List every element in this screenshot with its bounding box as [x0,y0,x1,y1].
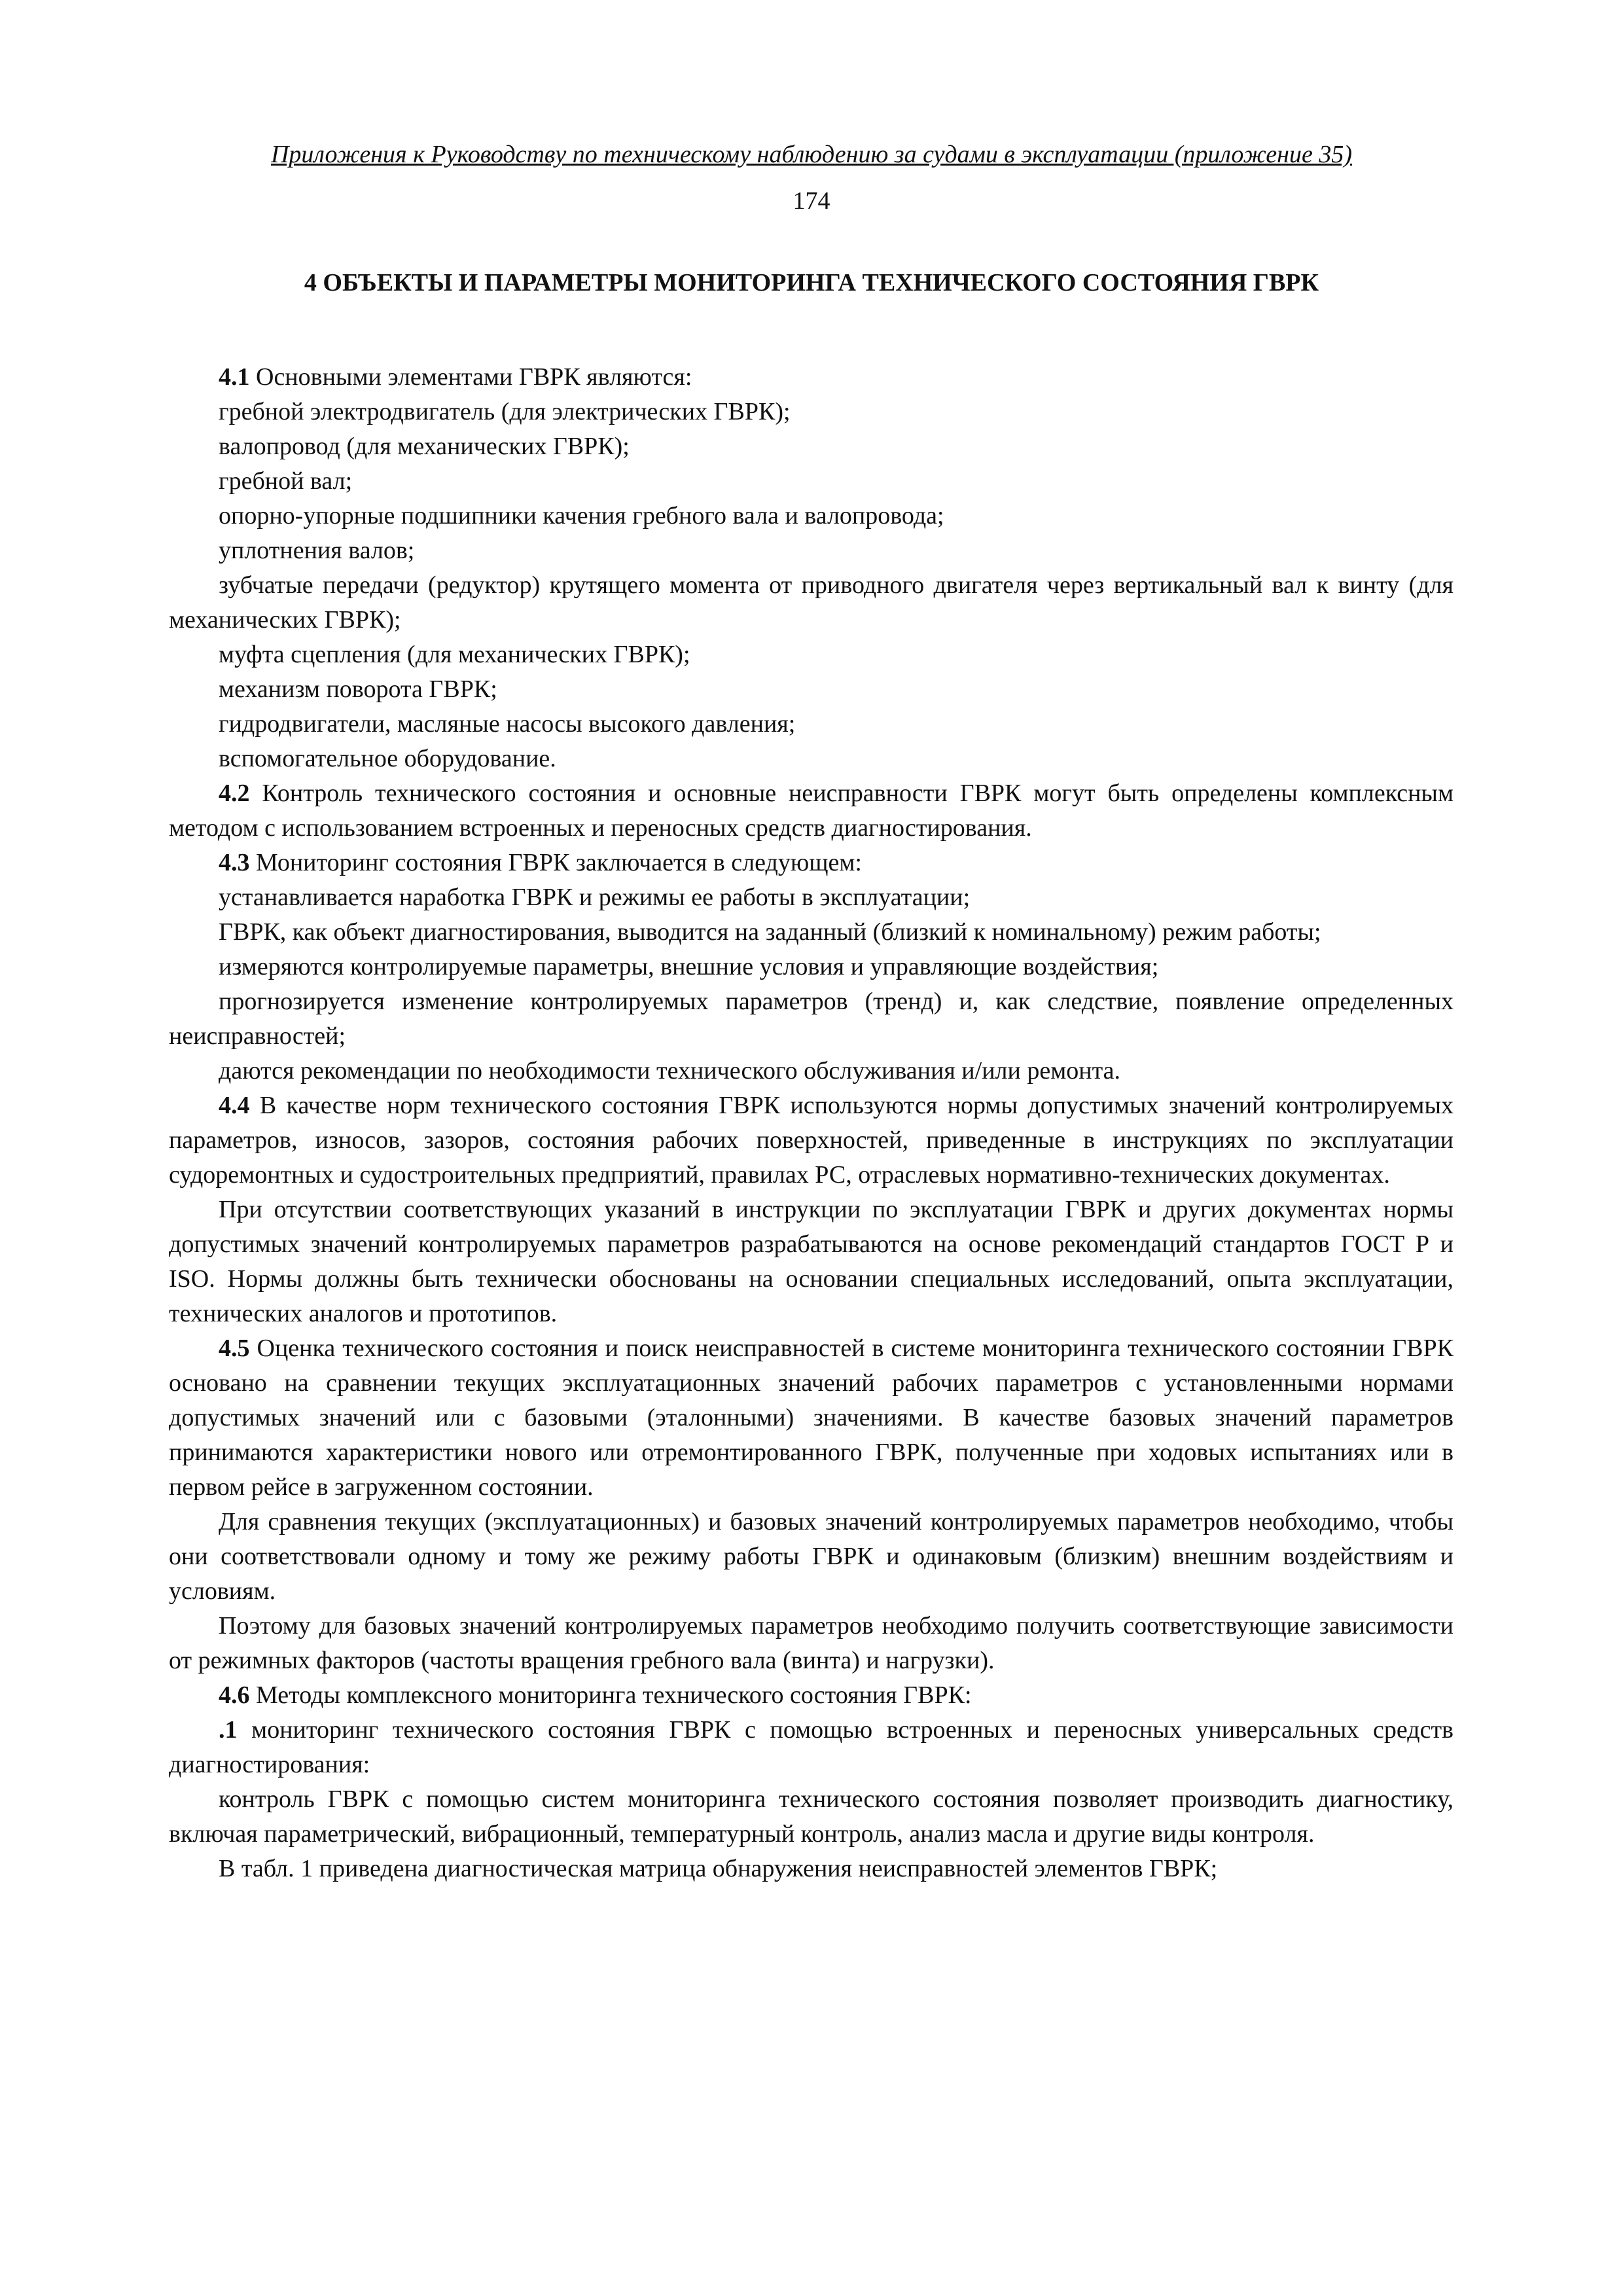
paragraph-text: Для сравнения текущих (эксплуатационных) и базовых значений контролируемых параметров необходимо, чтобы они соответствовали одному и тому же режиму работы ГВРК и одинаковым (близким) внешним воздействиям и условиям. [169,1508,1454,1605]
list-item [169,568,1454,637]
running-header: Приложения к Руководству по техническому наблюдению за судами в эксплуатации (приложение 35) [270,141,1353,168]
paragraph [169,1782,1454,1852]
paragraph [169,846,1454,880]
clause-number: 4.3 [219,849,250,876]
paragraph-text: Контроль технического состояния и основные неисправности ГВРК могут быть определены комплексным методом с использованием встроенных и переносных средств диагностирования. [169,780,1454,842]
list-item [169,429,1454,464]
list-item [169,464,1454,499]
list-item [169,637,1454,672]
paragraph [169,1193,1454,1331]
list-item [169,395,1454,429]
paragraph-text: зубчатые передачи (редуктор) крутящего момента от приводного двигателя через вертикальный вал к винту (для механических ГВРК); [169,571,1454,634]
paragraph-text: В табл. 1 приведена диагностическая матрица обнаружения неисправностей элементов ГВРК; [219,1855,1218,1882]
clause-number: 4.4 [219,1092,250,1119]
clause-number: 4.6 [219,1681,250,1709]
paragraph [169,1505,1454,1609]
paragraph-text: контроль ГВРК с помощью систем мониторинга технического состояния позволяет производить диагностику, включая параметрический, вибрационный, температурный контроль, анализ масла и другие виды контроля. [169,1785,1454,1848]
paragraph-text: устанавливается наработка ГВРК и режимы ее работы в эксплуатации; [219,884,971,911]
paragraph [169,1609,1454,1678]
list-item [169,707,1454,742]
clause-number: 4.2 [219,780,250,807]
clause-number: .1 [219,1716,238,1744]
paragraph-text: Мониторинг состояния ГВРК заключается в следующем: [249,849,862,876]
paragraph [169,1678,1454,1713]
paragraph-text: муфта сцепления (для механических ГВРК); [219,641,690,668]
paragraph-text: Оценка технического состояния и поиск неисправностей в системе мониторинга технического состоянии ГВРК основано на сравнении текущих эксплуатационных значений рабочих параметров с установленными нормами допустимых значений или с базовыми (эталонными) значениями. В качестве базовых значений параметров принимаются характеристики нового или отремонтированного ГВРК, полученные при ходовых испытаниях или в первом рейсе в загруженном состоянии. [169,1335,1454,1501]
paragraph [169,1852,1454,1886]
paragraph [169,1713,1454,1782]
paragraph-text: вспомогательное оборудование. [219,745,556,772]
paragraph-text: Методы комплексного мониторинга технического состояния ГВРК: [249,1681,972,1709]
paragraph-text: механизм поворота ГВРК; [219,675,497,703]
paragraph-text: Поэтому для базовых значений контролируемых параметров необходимо получить соответствующие зависимости от режимных факторов (частоты вращения гребного вала (винта) и нагрузки). [169,1612,1454,1674]
paragraph-text: уплотнения валов; [219,537,415,564]
paragraph-text: гребной вал; [219,467,353,495]
paragraph-text: даются рекомендации по необходимости технического обслуживания и/или ремонта. [219,1057,1121,1085]
paragraph [169,360,1454,395]
paragraph-text: валопровод (для механических ГВРК); [219,433,630,460]
list-item [169,672,1454,707]
paragraph-text: прогнозируется изменение контролируемых параметров (тренд) и, как следствие, появление определенных неисправностей; [169,988,1454,1050]
clause-number: 4.5 [219,1335,250,1362]
paragraph-text: ГВРК, как объект диагностирования, выводится на заданный (близкий к номинальному) режим работы; [219,918,1321,946]
paragraph-text: При отсутствии соответствующих указаний в инструкции по эксплуатации ГВРК и других документах нормы допустимых значений контролируемых параметров разрабатываются на основе рекомендаций стандартов ГОСТ Р и ISO. Нормы должны быть технически обоснованы на основании специальных исследований, опыта эксплуатации, технических аналогов и прототипов. [169,1196,1454,1327]
list-item [169,915,1454,950]
paragraph-text: гребной электродвигатель (для электрических ГВРК); [219,398,791,425]
paragraph-text: Основными элементами ГВРК являются: [249,363,692,391]
paragraph-text: опорно-упорные подшипники качения гребного вала и валопровода; [219,502,944,529]
page-number: 174 [793,187,830,215]
list-item [169,499,1454,533]
paragraph-text: измеряются контролируемые параметры, внешние условия и управляющие воздействия; [219,953,1159,980]
list-item [169,742,1454,776]
paragraph-text: гидродвигатели, масляные насосы высокого давления; [219,710,796,738]
paragraph [169,1088,1454,1193]
list-item [169,880,1454,915]
list-item [169,950,1454,984]
paragraph [169,776,1454,846]
list-item [169,533,1454,568]
paragraph [169,1331,1454,1505]
clause-number: 4.1 [219,363,250,391]
list-item [169,1054,1454,1088]
paragraph-text: мониторинг технического состояния ГВРК с помощью встроенных и переносных универсальных средств диагностирования: [169,1716,1454,1778]
section-title: 4 ОБЪЕКТЫ И ПАРАМЕТРЫ МОНИТОРИНГА ТЕХНИЧЕСКОГО СОСТОЯНИЯ ГВРК [304,269,1319,296]
body-text [169,360,1454,1886]
list-item [169,984,1454,1054]
paragraph-text: В качестве норм технического состояния ГВРК используются нормы допустимых значений контролируемых параметров, износов, зазоров, состояния рабочих поверхностей, приведенные в инструкциях по эксплуатации судоремонтных и судостроительных предприятий, правилах РС, отраслевых нормативно-технических документах. [169,1092,1454,1189]
